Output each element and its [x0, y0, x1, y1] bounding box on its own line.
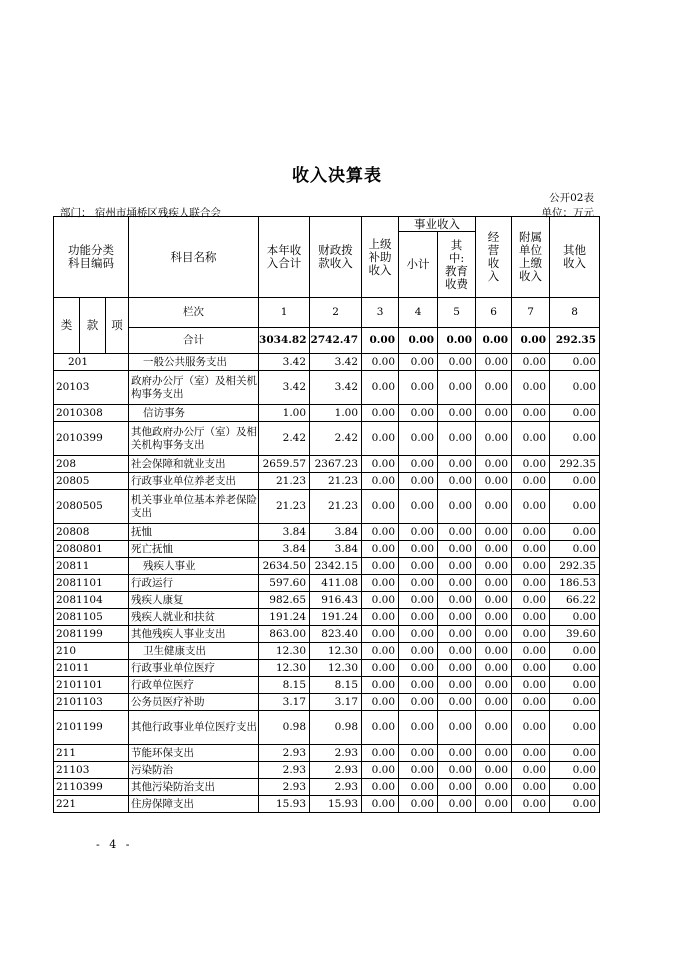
- table-row: [54, 660, 600, 677]
- row-code: 2081104: [54, 592, 129, 609]
- row-value: 3.84: [310, 524, 362, 541]
- row-value: 0.00: [438, 677, 476, 694]
- row-value: 0.00: [362, 796, 399, 813]
- row-value: 0.00: [438, 524, 476, 541]
- header-kuan: 款: [80, 298, 106, 354]
- row-value: 0.00: [399, 609, 438, 626]
- row-value: 2367.23: [310, 456, 362, 473]
- row-name: 残疾人事业: [129, 558, 259, 575]
- row-value: 3.42: [259, 371, 310, 405]
- row-value: 0.00: [399, 762, 438, 779]
- row-value: 0.00: [399, 405, 438, 422]
- header-column-order: 栏次: [129, 298, 259, 328]
- income-table: [53, 216, 600, 813]
- row-value: 0.00: [476, 711, 512, 745]
- row-name: 信访事务: [129, 405, 259, 422]
- row-value: 0.00: [362, 711, 399, 745]
- row-value: 982.65: [259, 592, 310, 609]
- row-name: 行政单位医疗: [129, 677, 259, 694]
- row-value: 0.00: [550, 745, 600, 762]
- row-value: 0.00: [399, 456, 438, 473]
- row-code: 201: [54, 354, 129, 371]
- row-value: 0.00: [512, 490, 550, 524]
- row-value: 0.00: [438, 745, 476, 762]
- col-num: 3: [362, 298, 399, 328]
- header-subtotal: 小计: [399, 232, 438, 298]
- row-value: 0.00: [362, 541, 399, 558]
- row-value: 0.00: [512, 405, 550, 422]
- row-name: 政府办公厅（室）及相关机构事务支出: [129, 371, 259, 405]
- header-subject-name: 科目名称: [129, 217, 259, 298]
- row-value: 0.00: [550, 762, 600, 779]
- row-code: 2010308: [54, 405, 129, 422]
- row-value: 2.93: [310, 745, 362, 762]
- row-code: 21011: [54, 660, 129, 677]
- row-value: 1.00: [259, 405, 310, 422]
- row-value: 0.00: [399, 626, 438, 643]
- header-other: 其他收入: [550, 217, 600, 298]
- row-value: 0.00: [399, 711, 438, 745]
- total-label: 合计: [129, 328, 259, 354]
- row-value: 0.00: [476, 575, 512, 592]
- table-row: [54, 558, 600, 575]
- row-value: 0.00: [438, 660, 476, 677]
- row-code: 2081199: [54, 626, 129, 643]
- row-value: 0.00: [476, 558, 512, 575]
- row-value: 3.84: [259, 524, 310, 541]
- row-value: 0.00: [438, 490, 476, 524]
- row-value: 0.00: [438, 643, 476, 660]
- row-value: 0.00: [476, 456, 512, 473]
- row-value: 0.00: [476, 694, 512, 711]
- row-value: 0.00: [476, 524, 512, 541]
- row-code: 208: [54, 456, 129, 473]
- row-code: 2101199: [54, 711, 129, 745]
- total-value: 0.00: [476, 328, 512, 354]
- header-superior: 上级补助收入: [362, 217, 399, 298]
- row-value: 3.17: [259, 694, 310, 711]
- col-num: 1: [259, 298, 310, 328]
- header-total: 本年收入合计: [259, 217, 310, 298]
- row-code: 2081105: [54, 609, 129, 626]
- row-value: 0.00: [362, 575, 399, 592]
- row-value: 0.00: [399, 660, 438, 677]
- row-value: 0.00: [362, 609, 399, 626]
- table-row: [54, 677, 600, 694]
- row-value: 0.00: [438, 558, 476, 575]
- row-name: 其他政府办公厅（室）及相关机构事务支出: [129, 422, 259, 456]
- row-name: 其他行政事业单位医疗支出: [129, 711, 259, 745]
- row-value: 0.00: [476, 762, 512, 779]
- header-affiliated: 附属单位上缴收入: [512, 217, 550, 298]
- row-value: 0.00: [438, 575, 476, 592]
- row-value: 0.00: [362, 626, 399, 643]
- row-value: 0.00: [438, 626, 476, 643]
- table-row: [54, 456, 600, 473]
- row-value: 0.00: [512, 745, 550, 762]
- row-code: 2110399: [54, 779, 129, 796]
- table-row: [54, 643, 600, 660]
- row-value: 2.93: [259, 762, 310, 779]
- row-value: 8.15: [259, 677, 310, 694]
- row-value: 0.00: [399, 354, 438, 371]
- row-value: 0.00: [512, 711, 550, 745]
- col-num: 2: [310, 298, 362, 328]
- row-value: 8.15: [310, 677, 362, 694]
- row-value: 411.08: [310, 575, 362, 592]
- row-value: 0.00: [362, 592, 399, 609]
- row-value: 2.42: [259, 422, 310, 456]
- row-value: 0.00: [438, 405, 476, 422]
- row-value: 0.00: [550, 694, 600, 711]
- header-lei: 类: [54, 298, 80, 354]
- row-value: 0.00: [476, 677, 512, 694]
- row-value: 0.00: [362, 456, 399, 473]
- row-value: 15.93: [259, 796, 310, 813]
- row-value: 0.00: [550, 473, 600, 490]
- row-value: 0.00: [512, 592, 550, 609]
- row-name: 住房保障支出: [129, 796, 259, 813]
- row-code: 2010399: [54, 422, 129, 456]
- row-value: 0.00: [438, 694, 476, 711]
- row-value: 0.00: [362, 371, 399, 405]
- row-value: 0.00: [362, 422, 399, 456]
- header-education: 其中:教育收费: [438, 232, 476, 298]
- row-value: 0.00: [476, 592, 512, 609]
- row-value: 21.23: [310, 473, 362, 490]
- row-value: 0.00: [362, 558, 399, 575]
- row-value: 0.00: [512, 762, 550, 779]
- department-label: 部门： 宿州市埇桥区残疾人联合会: [60, 207, 221, 219]
- row-value: 191.24: [310, 609, 362, 626]
- header-operating: 经营收入: [476, 217, 512, 298]
- row-value: 3.84: [259, 541, 310, 558]
- row-value: 0.00: [399, 490, 438, 524]
- header-func-code: 功能分类科目编码: [54, 217, 129, 298]
- row-value: 0.00: [512, 643, 550, 660]
- row-value: 0.00: [438, 779, 476, 796]
- row-value: 0.00: [362, 354, 399, 371]
- row-value: 12.30: [259, 660, 310, 677]
- row-value: 0.00: [362, 405, 399, 422]
- unit-label: 单位：万元: [541, 207, 594, 219]
- row-value: 191.24: [259, 609, 310, 626]
- row-value: 0.00: [550, 490, 600, 524]
- row-value: 0.00: [512, 371, 550, 405]
- total-value: 0.00: [399, 328, 438, 354]
- row-name: 卫生健康支出: [129, 643, 259, 660]
- row-value: 0.00: [362, 660, 399, 677]
- row-value: 2.42: [310, 422, 362, 456]
- row-value: 0.00: [362, 643, 399, 660]
- row-code: 211: [54, 745, 129, 762]
- row-value: 0.00: [476, 354, 512, 371]
- row-value: 0.00: [476, 405, 512, 422]
- row-value: 0.98: [310, 711, 362, 745]
- row-value: 12.30: [310, 660, 362, 677]
- row-value: 0.00: [438, 762, 476, 779]
- row-value: 0.00: [512, 694, 550, 711]
- total-value: 0.00: [438, 328, 476, 354]
- row-value: 0.00: [362, 677, 399, 694]
- row-value: 0.00: [399, 592, 438, 609]
- row-value: 0.00: [512, 456, 550, 473]
- row-value: 0.00: [476, 473, 512, 490]
- row-value: 0.00: [399, 575, 438, 592]
- row-name: 残疾人康复: [129, 592, 259, 609]
- row-value: 3.17: [310, 694, 362, 711]
- row-value: 0.00: [438, 473, 476, 490]
- row-name: 行政事业单位养老支出: [129, 473, 259, 490]
- row-value: 0.00: [550, 711, 600, 745]
- row-value: 0.00: [550, 354, 600, 371]
- row-value: 0.00: [512, 626, 550, 643]
- row-code: 2080505: [54, 490, 129, 524]
- row-value: 0.00: [476, 371, 512, 405]
- row-value: 292.35: [550, 558, 600, 575]
- row-value: 597.60: [259, 575, 310, 592]
- row-value: 2.93: [259, 745, 310, 762]
- total-value: 0.00: [512, 328, 550, 354]
- row-value: 0.00: [438, 609, 476, 626]
- row-value: 0.00: [550, 371, 600, 405]
- row-value: 0.00: [399, 524, 438, 541]
- row-value: 916.43: [310, 592, 362, 609]
- row-value: 0.00: [438, 711, 476, 745]
- row-value: 0.00: [476, 745, 512, 762]
- row-value: 0.00: [438, 796, 476, 813]
- row-name: 抚恤: [129, 524, 259, 541]
- header-fiscal: 财政拨款收入: [310, 217, 362, 298]
- row-value: 0.00: [438, 592, 476, 609]
- col-num: 8: [550, 298, 600, 328]
- page-number: - 4 -: [96, 838, 133, 851]
- row-value: 3.42: [259, 354, 310, 371]
- row-value: 12.30: [259, 643, 310, 660]
- row-value: 0.00: [550, 779, 600, 796]
- row-value: 0.00: [512, 609, 550, 626]
- row-value: 1.00: [310, 405, 362, 422]
- row-value: 3.42: [310, 371, 362, 405]
- row-name: 一般公共服务支出: [129, 354, 259, 371]
- row-value: 0.00: [512, 524, 550, 541]
- row-value: 0.00: [476, 796, 512, 813]
- row-code: 210: [54, 643, 129, 660]
- row-value: 0.00: [512, 354, 550, 371]
- row-code: 2080801: [54, 541, 129, 558]
- row-value: 0.00: [550, 796, 600, 813]
- row-value: 0.00: [399, 643, 438, 660]
- row-code: 2081101: [54, 575, 129, 592]
- row-value: 2.93: [259, 779, 310, 796]
- row-value: 0.00: [399, 779, 438, 796]
- row-code: 221: [54, 796, 129, 813]
- row-value: 2.93: [310, 779, 362, 796]
- page-title: 收入决算表: [292, 166, 382, 186]
- row-value: 0.00: [438, 422, 476, 456]
- row-value: 15.93: [310, 796, 362, 813]
- row-value: 21.23: [259, 490, 310, 524]
- row-name: 节能环保支出: [129, 745, 259, 762]
- row-value: 2.93: [310, 762, 362, 779]
- table-row: [54, 779, 600, 796]
- row-value: 0.00: [362, 473, 399, 490]
- row-name: 其他残疾人事业支出: [129, 626, 259, 643]
- table-row: [54, 422, 600, 456]
- row-value: 0.00: [399, 694, 438, 711]
- table-row: [54, 796, 600, 813]
- row-value: 21.23: [310, 490, 362, 524]
- row-value: 0.00: [438, 541, 476, 558]
- row-code: 20805: [54, 473, 129, 490]
- row-value: 2659.57: [259, 456, 310, 473]
- table-row: [54, 405, 600, 422]
- row-value: 0.00: [362, 694, 399, 711]
- total-value: 3034.82: [259, 328, 310, 354]
- row-name: 残疾人就业和扶贫: [129, 609, 259, 626]
- row-value: 0.00: [438, 456, 476, 473]
- col-num: 4: [399, 298, 438, 328]
- row-value: 39.60: [550, 626, 600, 643]
- row-value: 0.00: [362, 762, 399, 779]
- table-row: [54, 490, 600, 524]
- row-value: 0.00: [362, 779, 399, 796]
- row-value: 0.00: [476, 422, 512, 456]
- row-value: 0.00: [476, 541, 512, 558]
- row-value: 0.00: [550, 422, 600, 456]
- row-value: 0.00: [512, 422, 550, 456]
- row-value: 0.00: [399, 473, 438, 490]
- row-value: 0.00: [362, 745, 399, 762]
- row-value: 0.00: [476, 643, 512, 660]
- total-value: 0.00: [362, 328, 399, 354]
- row-value: 0.00: [476, 626, 512, 643]
- table-row: [54, 745, 600, 762]
- row-value: 0.00: [550, 541, 600, 558]
- row-code: 2101103: [54, 694, 129, 711]
- row-code: 20103: [54, 371, 129, 405]
- table-row: [54, 524, 600, 541]
- row-value: 0.00: [512, 541, 550, 558]
- col-num: 7: [512, 298, 550, 328]
- table-row: [54, 371, 600, 405]
- row-code: 21103: [54, 762, 129, 779]
- header-business: 事业收入: [399, 217, 476, 232]
- row-value: 0.00: [550, 660, 600, 677]
- row-name: 行政运行: [129, 575, 259, 592]
- row-value: 0.00: [476, 779, 512, 796]
- row-name: 死亡抚恤: [129, 541, 259, 558]
- row-code: 20811: [54, 558, 129, 575]
- form-code: 公开02表: [549, 192, 594, 204]
- row-value: 0.00: [512, 660, 550, 677]
- row-value: 0.00: [399, 745, 438, 762]
- table-row: [54, 473, 600, 490]
- row-name: 污染防治: [129, 762, 259, 779]
- row-name: 其他污染防治支出: [129, 779, 259, 796]
- table-row: [54, 694, 600, 711]
- table-row: [54, 575, 600, 592]
- row-value: 0.00: [399, 541, 438, 558]
- row-value: 21.23: [259, 473, 310, 490]
- row-value: 0.00: [512, 796, 550, 813]
- table-row: [54, 762, 600, 779]
- row-value: 3.84: [310, 541, 362, 558]
- total-value: 292.35: [550, 328, 600, 354]
- row-value: 0.00: [512, 677, 550, 694]
- table-row: [54, 626, 600, 643]
- row-name: 公务员医疗补助: [129, 694, 259, 711]
- row-value: 2342.15: [310, 558, 362, 575]
- row-value: 0.00: [399, 422, 438, 456]
- row-value: 0.00: [362, 490, 399, 524]
- table-row: [54, 711, 600, 745]
- row-value: 3.42: [310, 354, 362, 371]
- row-value: 0.00: [512, 779, 550, 796]
- row-value: 0.00: [362, 524, 399, 541]
- row-value: 292.35: [550, 456, 600, 473]
- table-row: [54, 592, 600, 609]
- col-num: 6: [476, 298, 512, 328]
- row-value: 0.00: [476, 609, 512, 626]
- table-row: [54, 609, 600, 626]
- row-value: 0.00: [476, 660, 512, 677]
- row-value: 0.00: [512, 558, 550, 575]
- row-value: 66.22: [550, 592, 600, 609]
- row-value: 0.98: [259, 711, 310, 745]
- row-value: 0.00: [438, 354, 476, 371]
- row-value: 0.00: [550, 609, 600, 626]
- row-name: 社会保障和就业支出: [129, 456, 259, 473]
- row-code: 2101101: [54, 677, 129, 694]
- row-value: 0.00: [399, 558, 438, 575]
- table-row: [54, 541, 600, 558]
- row-value: 0.00: [512, 575, 550, 592]
- row-value: 0.00: [550, 677, 600, 694]
- total-value: 2742.47: [310, 328, 362, 354]
- row-value: 2634.50: [259, 558, 310, 575]
- row-value: 0.00: [512, 473, 550, 490]
- row-value: 0.00: [399, 677, 438, 694]
- table-row: [54, 354, 600, 371]
- row-name: 机关事业单位基本养老保险支出: [129, 490, 259, 524]
- row-code: 20808: [54, 524, 129, 541]
- row-value: 186.53: [550, 575, 600, 592]
- row-value: 863.00: [259, 626, 310, 643]
- row-value: 0.00: [550, 405, 600, 422]
- row-value: 12.30: [310, 643, 362, 660]
- row-value: 0.00: [550, 643, 600, 660]
- row-name: 行政事业单位医疗: [129, 660, 259, 677]
- col-num: 5: [438, 298, 476, 328]
- header-xiang: 项: [106, 298, 129, 354]
- row-value: 823.40: [310, 626, 362, 643]
- row-value: 0.00: [550, 524, 600, 541]
- row-value: 0.00: [399, 796, 438, 813]
- row-value: 0.00: [438, 371, 476, 405]
- row-value: 0.00: [399, 371, 438, 405]
- row-value: 0.00: [476, 490, 512, 524]
